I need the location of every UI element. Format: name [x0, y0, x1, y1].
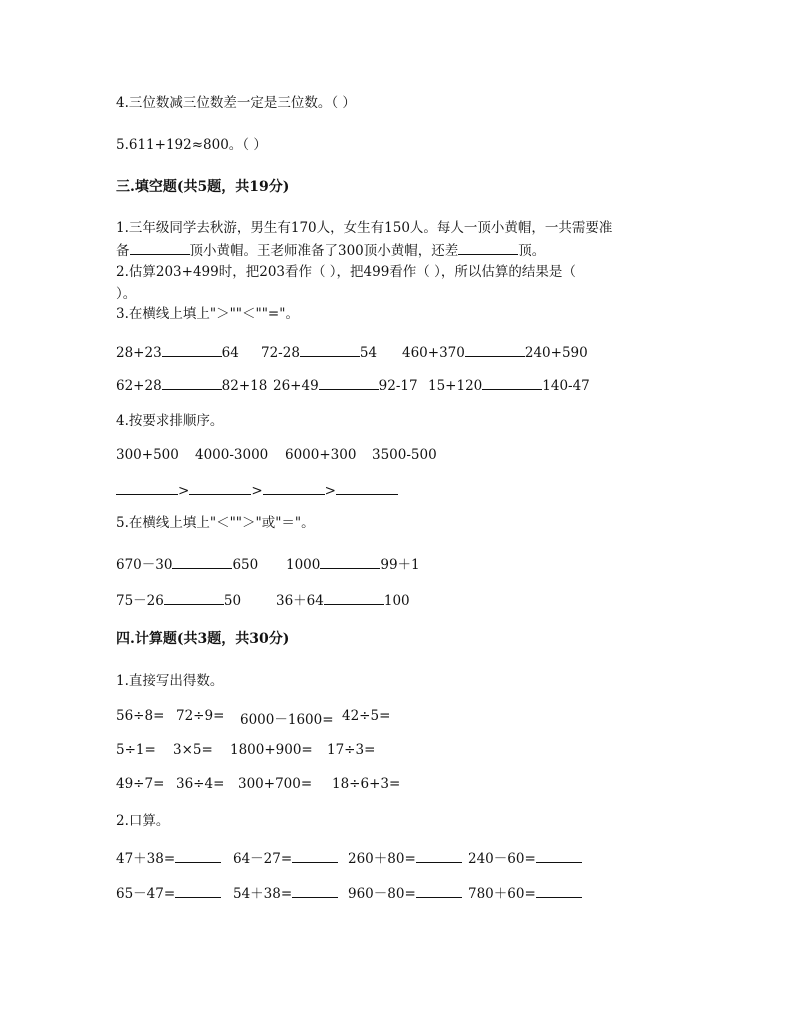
calc-item: 300+700= — [238, 776, 313, 792]
calc-expression: 960－80= — [348, 886, 416, 902]
s3-q4-answer — [116, 481, 716, 499]
s4-q2-row1 — [116, 847, 716, 865]
compare-left: 26+49 — [273, 378, 319, 394]
answer-blank[interactable] — [416, 849, 462, 863]
calc-item: 5÷1= — [116, 742, 156, 758]
compare-left: 460+370 — [402, 345, 465, 361]
s3-q4-title: 4.按要求排顺序。 — [116, 413, 224, 429]
order-item: 6000+300 — [285, 447, 357, 463]
s4-q2-title: 2.口算。 — [116, 813, 170, 829]
s3-q1-line2 — [116, 241, 545, 260]
calc-item — [348, 847, 462, 867]
calc-item: 49÷7= — [116, 776, 165, 792]
compare-item — [116, 376, 267, 394]
answer-blank[interactable] — [300, 343, 360, 357]
compare-item — [116, 553, 258, 573]
compare-right: 64 — [221, 345, 239, 361]
compare-left: 75－26 — [116, 593, 164, 609]
answer-blank[interactable] — [162, 376, 222, 390]
greater-sign: > — [324, 483, 336, 499]
greater-sign: > — [251, 483, 263, 499]
answer-blank[interactable] — [164, 591, 224, 605]
section4-title: 四.计算题(共3题，共30分) — [116, 631, 290, 647]
compare-item — [402, 343, 588, 361]
s4-q2-row2 — [116, 882, 716, 900]
greater-sign: > — [178, 483, 190, 499]
compare-right: 650 — [232, 557, 259, 573]
compare-right: 99＋1 — [380, 557, 420, 573]
answer-blank[interactable] — [416, 884, 462, 898]
answer-blank[interactable] — [172, 555, 232, 569]
calc-item — [233, 882, 338, 902]
calc-item: 3×5= — [173, 742, 213, 758]
compare-item — [276, 589, 410, 609]
order-item: 4000-3000 — [195, 447, 269, 463]
s3-q1-text-c: 顶。 — [518, 243, 546, 259]
calc-expression: 47＋38= — [116, 851, 176, 867]
calc-item: 18÷6+3= — [332, 776, 401, 792]
s4-q1-title: 1.直接写出得数。 — [116, 673, 224, 689]
calc-expression: 240－60= — [468, 851, 536, 867]
calc-item: 36÷4= — [176, 776, 225, 792]
answer-blank[interactable] — [263, 481, 325, 495]
calc-item — [233, 847, 338, 867]
answer-blank[interactable] — [292, 849, 338, 863]
calc-item — [116, 847, 221, 867]
compare-left: 670－30 — [116, 557, 173, 573]
s3-q4-items — [116, 447, 716, 465]
calc-item: 56÷8= — [116, 708, 165, 724]
compare-left: 36＋64 — [276, 593, 324, 609]
answer-blank[interactable] — [336, 481, 398, 495]
calc-item — [468, 882, 582, 902]
calc-expression: 54＋38= — [233, 886, 293, 902]
compare-left: 72-28 — [261, 345, 300, 361]
answer-blank[interactable] — [292, 884, 338, 898]
compare-item — [116, 343, 239, 361]
s3-q5-row2 — [116, 589, 716, 607]
answer-blank[interactable] — [162, 343, 222, 357]
compare-item — [261, 343, 377, 361]
compare-item — [428, 376, 590, 394]
compare-item — [116, 589, 241, 609]
compare-right: 100 — [383, 593, 410, 609]
answer-blank[interactable] — [458, 241, 518, 255]
s3-q2-line2: ）。 — [116, 286, 137, 302]
s4-q1-row2 — [116, 742, 716, 760]
compare-right: 140-47 — [542, 378, 590, 394]
calc-item: 17÷3= — [327, 742, 376, 758]
calc-item: 42÷5= — [342, 708, 391, 724]
answer-blank[interactable] — [116, 481, 178, 495]
calc-item: 72÷9= — [176, 708, 225, 724]
answer-blank[interactable] — [175, 884, 221, 898]
answer-blank[interactable] — [536, 849, 582, 863]
s4-q1-row1 — [116, 708, 716, 726]
compare-item — [286, 553, 420, 573]
answer-blank[interactable] — [320, 555, 380, 569]
calc-item — [348, 882, 462, 902]
s3-q2-line1: 2.估算203+499时，把203看作（ ），把499看作（ ），所以估算的结果是（ — [116, 264, 576, 280]
order-answer — [116, 481, 398, 499]
compare-left: 62+28 — [116, 378, 162, 394]
judgement-q4: 4.三位数减三位数差一定是三位数。（ ） — [116, 95, 356, 111]
s3-q1-text-a: 备 — [116, 243, 130, 259]
calc-item — [468, 847, 582, 867]
compare-left: 28+23 — [116, 345, 162, 361]
s3-q1-line1: 1.三年级同学去秋游，男生有170人，女生有150人。每人一顶小黄帽，一共需要准 — [116, 220, 613, 236]
answer-blank[interactable] — [324, 591, 384, 605]
compare-item — [273, 376, 418, 394]
answer-blank[interactable] — [482, 376, 542, 390]
compare-right: 92-17 — [378, 378, 418, 394]
s3-q3-row1 — [116, 343, 716, 361]
answer-blank[interactable] — [536, 884, 582, 898]
answer-blank[interactable] — [130, 241, 190, 255]
s3-q5-title: 5.在横线上填上"＜""＞"或"＝"。 — [116, 515, 315, 531]
judgement-q5: 5.611+192≈800。（ ） — [116, 137, 267, 153]
calc-expression: 64－27= — [233, 851, 293, 867]
calc-item — [116, 882, 221, 902]
compare-right: 54 — [359, 345, 378, 361]
answer-blank[interactable] — [189, 481, 251, 495]
s3-q3-title: 3.在横线上填上"＞""＜""="。 — [116, 306, 299, 322]
section3-title: 三.填空题(共5题，共19分) — [116, 179, 290, 195]
calc-expression: 65－47= — [116, 886, 176, 902]
answer-blank[interactable] — [465, 343, 525, 357]
compare-left: 1000 — [286, 557, 321, 573]
calc-expression: 780＋60= — [468, 886, 536, 902]
compare-right: 240+590 — [524, 345, 588, 361]
s3-q1-text-b: 顶小黄帽。王老师准备了300顶小黄帽，还差 — [189, 243, 459, 259]
calc-expression: 260＋80= — [348, 851, 416, 867]
calc-item: 6000－1600= — [240, 712, 334, 728]
compare-right: 50 — [223, 593, 242, 609]
s3-q5-row1 — [116, 553, 716, 571]
answer-blank[interactable] — [319, 376, 379, 390]
order-item: 3500-500 — [372, 447, 437, 463]
calc-item: 1800+900= — [230, 742, 313, 758]
order-item: 300+500 — [116, 447, 179, 463]
s4-q1-row3 — [116, 776, 716, 794]
s3-q3-row2 — [116, 376, 716, 394]
answer-blank[interactable] — [175, 849, 221, 863]
compare-left: 15+120 — [428, 378, 483, 394]
compare-right: 82+18 — [221, 378, 268, 394]
